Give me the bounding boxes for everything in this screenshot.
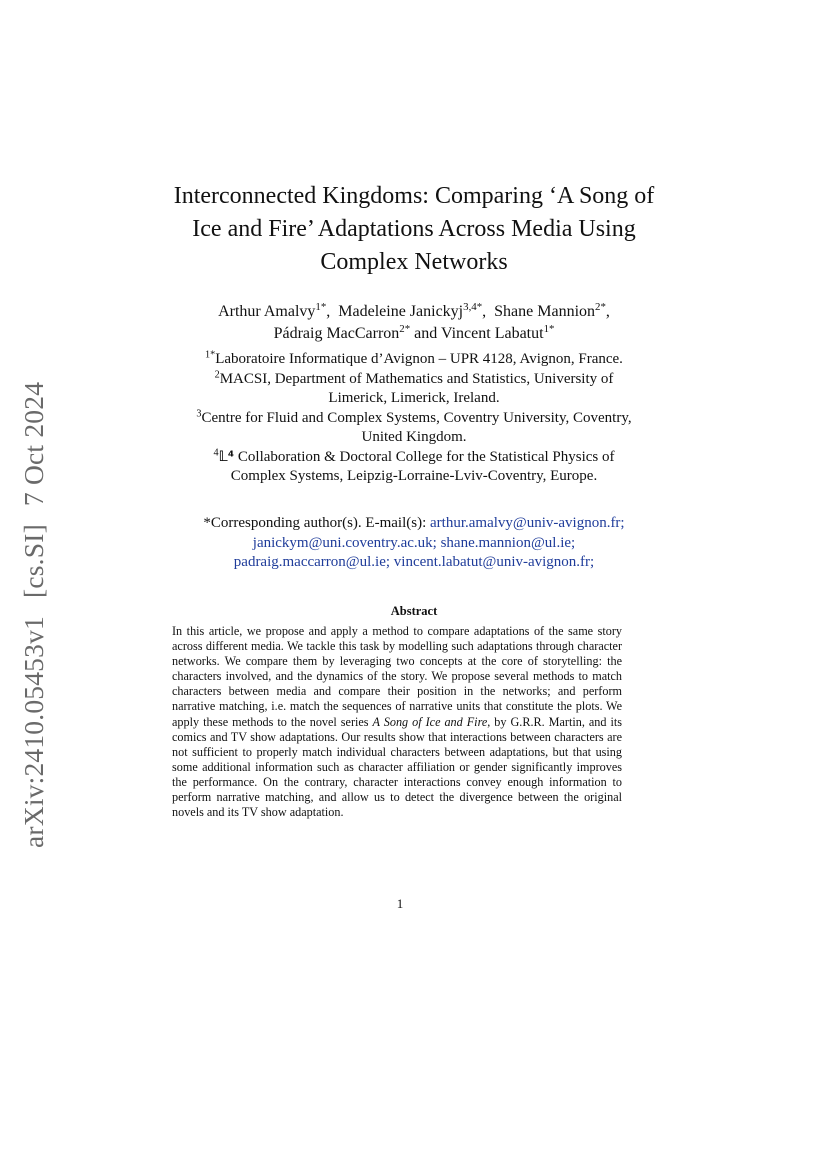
affiliation-3 (150, 409, 678, 448)
arxiv-date: 7 Oct 2024 (18, 381, 49, 507)
author-affil-mark: 2* (595, 301, 606, 314)
author-name: Arthur Amalvy (218, 303, 316, 320)
affiliation-2 (150, 370, 678, 409)
abstract-text (172, 624, 622, 820)
email-link[interactable]: janickym@uni.coventry.ac.uk; (252, 534, 437, 551)
corresponding-authors (150, 514, 678, 573)
arxiv-id: arXiv:2410.05453v1 (18, 616, 49, 848)
arxiv-sidebar-stamp (18, 381, 50, 848)
affiliation-mark: 1* (205, 349, 216, 361)
abstract-text-part: , by G.R.R. Martin, and its comics and TV show adaptations. Our results show that interactions between characters are not sufficient to properly match individual characters between adaptations, but that using some additional information such as character affiliation or gender significantly improves the performance. On the contrary, character interactions convey enough information to perform narrative matching, and allow us to detect the divergence between the original novels and its TV show adaptation. (172, 714, 622, 820)
abstract-italic-title: A Song of Ice and Fire (372, 714, 488, 729)
abstract-text-part: In this article, we propose and apply a method to compare adaptations of the same story across different media. We tackle this task by modelling such adaptations through character networks. We compare them by leveraging two concepts at the core of storytelling: the characters involved, and the dynamics of the story. We propose several methods to match characters between media and compare their position in the networks; and perform narrative matching, i.e. match the sequences of narrative units that constitute the plots. We apply these methods to the novel series (172, 624, 622, 729)
l4-symbol: 𝕃⁴ (218, 448, 235, 465)
affiliation-4 (150, 448, 678, 487)
email-link[interactable]: vincent.labatut@univ-avignon.fr; (393, 554, 595, 570)
author-name: Vincent Labatut (441, 325, 544, 342)
author-list: Arthur Amalvy$^{1*}$, Madeleine Janickyj$^{3,4*}$, Shane Mannion$^{2*}$, Pádraig MacCarron$^{2*}$ and Vincent Labatut$^{1*}$ (218, 301, 610, 342)
page-number: 1 (396, 896, 404, 911)
title-line-3: Complex Networks (320, 249, 508, 275)
title-line-2: Ice and Fire’ Adaptations Across Media Using (192, 216, 636, 242)
corresponding-label: *Corresponding author(s). E-mail(s): (203, 515, 427, 531)
author-name: Pádraig MacCarron (273, 325, 400, 342)
affiliation-mark: 3 (196, 407, 202, 419)
affiliation-text: Centre for Fluid and Complex Systems, Coventry University, Coventry, (201, 409, 632, 426)
author-name: Madeleine Janickyj (338, 303, 464, 320)
title-line-1: Interconnected Kingdoms: Comparing ‘A Song of (173, 183, 655, 209)
author-affil-mark: 1* (543, 323, 555, 336)
affiliation-text: Laboratoire Informatique d’Avignon – UPR 4128, Avignon, France. (215, 351, 623, 367)
arxiv-category: [cs.SI] (18, 524, 49, 599)
email-link[interactable]: shane.mannion@ul.ie; (440, 534, 576, 551)
author-affil-mark: 2* (399, 323, 411, 336)
affiliation-text: United Kingdom. (361, 429, 467, 445)
author-affil-mark: 3,4* (463, 301, 483, 314)
affiliation-text: Limerick, Limerick, Ireland. (328, 390, 500, 406)
affiliation-mark: 2 (214, 368, 220, 380)
paper-title (130, 180, 698, 279)
affiliation-text: Complex Systems, Leipzig-Lorraine-Lviv-Coventry, Europe. (230, 468, 598, 484)
email-link[interactable]: padraig.maccarron@ul.ie; (233, 554, 391, 570)
author-name: Shane Mannion (494, 303, 596, 320)
email-link[interactable]: arthur.amalvy@univ-avignon.fr; (430, 515, 625, 531)
author-conjunction: and (414, 325, 438, 342)
author-affil-mark: 1* (315, 301, 327, 314)
affiliation-text: Collaboration & Doctoral College for the Statistical Physics of (237, 448, 615, 465)
affiliation-list (150, 350, 678, 487)
affiliation-1 (150, 350, 678, 370)
affiliation-mark: 4 (213, 446, 219, 458)
affiliation-text: MACSI, Department of Mathematics and Statistics, University of (219, 370, 614, 387)
abstract-heading: Abstract (390, 604, 438, 618)
